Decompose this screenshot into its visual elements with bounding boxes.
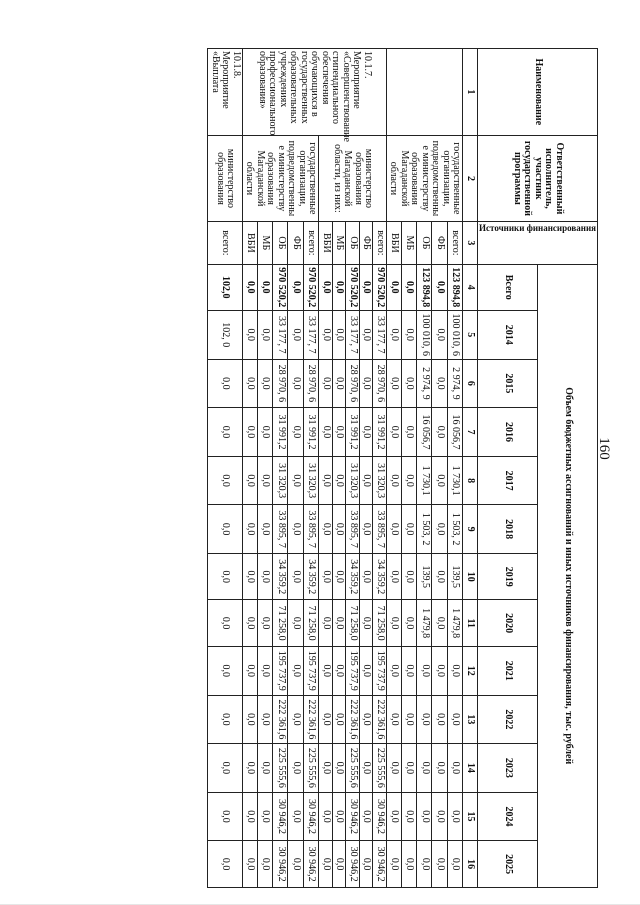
- year-value-cell: 16 056,7: [447, 408, 462, 457]
- year-value-cell: 33 895, 7: [373, 505, 387, 554]
- year-value-cell: 0,0: [257, 792, 272, 841]
- header-year: 2015: [478, 359, 538, 408]
- year-value-cell: 0,0: [432, 359, 447, 408]
- year-value-cell: 0,0: [242, 695, 257, 744]
- year-value-cell: 0,0: [288, 695, 303, 744]
- year-value-cell: 0,0: [288, 359, 303, 408]
- year-value-cell: 0,0: [319, 408, 333, 457]
- year-value-cell: 0,0: [386, 553, 401, 599]
- year-value-cell: 0,0: [242, 744, 257, 793]
- source-cell: МБ: [401, 222, 416, 264]
- year-value-cell: 0,0: [319, 646, 333, 695]
- year-value-cell: 33 177, 7: [303, 310, 318, 359]
- year-value-cell: 0,0: [359, 744, 373, 793]
- year-value-cell: 0,0: [319, 792, 333, 841]
- year-value-cell: 0,0: [401, 646, 416, 695]
- year-value-cell: 0,0: [386, 310, 401, 359]
- year-value-cell: 225 555,6: [303, 744, 318, 793]
- year-value-cell: 0,0: [417, 744, 432, 793]
- total-value-cell: 0,0: [257, 264, 272, 310]
- year-value-cell: 0,0: [332, 646, 346, 695]
- year-value-cell: 0,0: [359, 456, 373, 505]
- year-value-cell: 0,0: [257, 744, 272, 793]
- year-value-cell: 1 479,8: [447, 600, 462, 646]
- year-value-cell: 0,0: [332, 841, 346, 888]
- year-value-cell: 0,0: [288, 310, 303, 359]
- total-value-cell: 0,0: [332, 264, 346, 310]
- total-value-cell: 970 520,2: [273, 264, 288, 310]
- source-cell: МБ: [332, 222, 346, 264]
- year-value-cell: 0,0: [332, 792, 346, 841]
- year-value-cell: 33 895, 7: [346, 505, 360, 554]
- source-cell: ОБ: [273, 222, 288, 264]
- year-value-cell: 0,0: [432, 695, 447, 744]
- year-value-cell: 31 991,2: [273, 408, 288, 457]
- year-value-cell: 0,0: [288, 841, 303, 888]
- year-value-cell: 0,0: [288, 505, 303, 554]
- year-value-cell: 0,0: [319, 505, 333, 554]
- year-value-cell: 0,0: [401, 841, 416, 888]
- header-name: Наименование: [478, 49, 598, 136]
- total-value-cell: 123 894,8: [417, 264, 432, 310]
- year-value-cell: 28 970, 6: [373, 359, 387, 408]
- total-value-cell: 0,0: [386, 264, 401, 310]
- column-number: 12: [463, 646, 478, 695]
- year-value-cell: 0,0: [319, 744, 333, 793]
- year-value-cell: 0,0: [359, 310, 373, 359]
- year-value-cell: 0,0: [401, 744, 416, 793]
- year-value-cell: 0,0: [359, 408, 373, 457]
- year-value-cell: 0,0: [359, 600, 373, 646]
- year-value-cell: 0,0: [359, 695, 373, 744]
- year-value-cell: 0,0: [257, 841, 272, 888]
- year-value-cell: 31 320,3: [373, 456, 387, 505]
- year-value-cell: 0,0: [257, 408, 272, 457]
- year-value-cell: 71 258,0: [303, 600, 318, 646]
- source-cell: ФБ: [359, 222, 373, 264]
- year-value-cell: 0,0: [257, 646, 272, 695]
- year-value-cell: 0,0: [257, 695, 272, 744]
- year-value-cell: 28 970, 6: [346, 359, 360, 408]
- year-value-cell: 0,0: [401, 792, 416, 841]
- column-number: 15: [463, 792, 478, 841]
- year-value-cell: 102, 0: [208, 310, 243, 359]
- name-cell: 10.1.8. Мероприятие «Выплата: [208, 49, 243, 136]
- year-value-cell: 0,0: [332, 600, 346, 646]
- year-value-cell: 0,0: [288, 456, 303, 505]
- year-value-cell: 34 359,2: [273, 553, 288, 599]
- year-value-cell: 0,0: [447, 792, 462, 841]
- page-number: 160: [595, 437, 612, 460]
- year-value-cell: 0,0: [208, 646, 243, 695]
- year-value-cell: 30 946,2: [373, 792, 387, 841]
- year-value-cell: 2 974, 9: [417, 359, 432, 408]
- year-value-cell: 0,0: [257, 310, 272, 359]
- total-value-cell: 0,0: [401, 264, 416, 310]
- year-value-cell: 0,0: [208, 841, 243, 888]
- source-cell: ФБ: [288, 222, 303, 264]
- year-value-cell: 100 010, 6: [447, 310, 462, 359]
- year-value-cell: 31 991,2: [303, 408, 318, 457]
- source-cell: всего:: [447, 222, 462, 264]
- header-year: 2016: [478, 408, 538, 457]
- year-value-cell: 0,0: [242, 359, 257, 408]
- year-value-cell: 0,0: [432, 646, 447, 695]
- year-value-cell: 0,0: [359, 359, 373, 408]
- year-value-cell: 0,0: [447, 695, 462, 744]
- year-value-cell: 1 730,1: [417, 456, 432, 505]
- year-value-cell: 0,0: [319, 841, 333, 888]
- year-value-cell: 0,0: [386, 600, 401, 646]
- year-value-cell: 0,0: [432, 792, 447, 841]
- year-value-cell: 0,0: [401, 600, 416, 646]
- year-value-cell: 30 946,2: [346, 841, 360, 888]
- year-value-cell: 1 503, 2: [417, 505, 432, 554]
- year-value-cell: 0,0: [447, 646, 462, 695]
- year-value-cell: 0,0: [208, 359, 243, 408]
- table-row: [303, 49, 318, 888]
- year-value-cell: 0,0: [332, 695, 346, 744]
- source-cell: ВБИ: [242, 222, 257, 264]
- year-value-cell: 0,0: [401, 456, 416, 505]
- year-value-cell: 0,0: [401, 408, 416, 457]
- year-value-cell: 0,0: [332, 310, 346, 359]
- year-value-cell: 0,0: [257, 359, 272, 408]
- total-value-cell: 102,0: [208, 264, 243, 310]
- year-value-cell: 0,0: [417, 841, 432, 888]
- header-year: 2022: [478, 695, 538, 744]
- year-value-cell: 0,0: [401, 505, 416, 554]
- year-value-cell: 0,0: [242, 505, 257, 554]
- year-value-cell: 0,0: [242, 553, 257, 599]
- header-year: 2019: [478, 553, 538, 599]
- year-value-cell: 0,0: [242, 600, 257, 646]
- column-number: 8: [463, 456, 478, 505]
- year-value-cell: 0,0: [332, 505, 346, 554]
- year-value-cell: 34 359,2: [303, 553, 318, 599]
- year-value-cell: 0,0: [359, 505, 373, 554]
- year-value-cell: 0,0: [242, 310, 257, 359]
- year-value-cell: 0,0: [447, 841, 462, 888]
- year-value-cell: 0,0: [401, 359, 416, 408]
- year-value-cell: 28 970, 6: [303, 359, 318, 408]
- year-value-cell: 34 359,2: [346, 553, 360, 599]
- year-value-cell: 0,0: [208, 505, 243, 554]
- source-cell: всего:: [303, 222, 318, 264]
- column-number: 14: [463, 744, 478, 793]
- year-value-cell: 225 555,6: [373, 744, 387, 793]
- total-value-cell: 0,0: [432, 264, 447, 310]
- year-value-cell: 0,0: [386, 505, 401, 554]
- total-value-cell: 970 520,2: [373, 264, 387, 310]
- year-value-cell: 0,0: [401, 553, 416, 599]
- year-value-cell: 0,0: [242, 408, 257, 457]
- year-value-cell: 0,0: [319, 310, 333, 359]
- year-value-cell: 31 320,3: [273, 456, 288, 505]
- year-value-cell: 30 946,2: [303, 792, 318, 841]
- header-source-text: Источники финансирования: [479, 223, 596, 234]
- column-numbers-row: [463, 49, 478, 888]
- year-value-cell: 0,0: [257, 600, 272, 646]
- year-value-cell: 1 503, 2: [447, 505, 462, 554]
- total-value-cell: 970 520,2: [303, 264, 318, 310]
- year-value-cell: 30 946,2: [373, 841, 387, 888]
- source-cell: ОБ: [417, 222, 432, 264]
- year-value-cell: 31 991,2: [373, 408, 387, 457]
- total-value-cell: 0,0: [288, 264, 303, 310]
- year-value-cell: 33 895, 7: [303, 505, 318, 554]
- column-number: 16: [463, 841, 478, 888]
- year-value-cell: 225 555,6: [273, 744, 288, 793]
- year-value-cell: 0,0: [432, 600, 447, 646]
- year-value-cell: 0,0: [288, 792, 303, 841]
- year-value-cell: 0,0: [257, 553, 272, 599]
- year-value-cell: 0,0: [432, 553, 447, 599]
- year-value-cell: 31 320,3: [346, 456, 360, 505]
- total-value-cell: 970 520,2: [346, 264, 360, 310]
- year-value-cell: 0,0: [242, 792, 257, 841]
- year-value-cell: 195 737,9: [273, 646, 288, 695]
- column-number: 7: [463, 408, 478, 457]
- header-year: 2024: [478, 792, 538, 841]
- year-value-cell: 222 361,6: [346, 695, 360, 744]
- year-value-cell: 0,0: [208, 553, 243, 599]
- year-value-cell: 1 479,8: [417, 600, 432, 646]
- header-year: 2018: [478, 505, 538, 554]
- header-year: 2014: [478, 310, 538, 359]
- year-value-cell: 0,0: [401, 695, 416, 744]
- year-value-cell: 0,0: [432, 841, 447, 888]
- year-value-cell: 0,0: [257, 456, 272, 505]
- year-value-cell: 0,0: [332, 359, 346, 408]
- executor-cell: министерство образования Магаданской области, из них:: [319, 135, 387, 222]
- year-value-cell: 16 056,7: [417, 408, 432, 457]
- column-number: 5: [463, 310, 478, 359]
- year-value-cell: 0,0: [386, 359, 401, 408]
- year-value-cell: 0,0: [319, 600, 333, 646]
- year-value-cell: 0,0: [332, 408, 346, 457]
- header-year: 2025: [478, 841, 538, 888]
- header-year: 2023: [478, 744, 538, 793]
- table-row: [208, 49, 243, 888]
- total-value-cell: 0,0: [242, 264, 257, 310]
- column-number: 3: [463, 222, 478, 264]
- year-value-cell: 31 991,2: [346, 408, 360, 457]
- year-value-cell: 30 946,2: [273, 792, 288, 841]
- year-value-cell: 33 177, 7: [373, 310, 387, 359]
- year-value-cell: 33 177, 7: [346, 310, 360, 359]
- year-value-cell: 0,0: [208, 408, 243, 457]
- year-value-cell: 222 361,6: [273, 695, 288, 744]
- year-value-cell: 71 258,0: [373, 600, 387, 646]
- year-value-cell: 0,0: [447, 744, 462, 793]
- year-value-cell: 0,0: [208, 695, 243, 744]
- year-value-cell: 0,0: [417, 792, 432, 841]
- source-cell: ВБИ: [319, 222, 333, 264]
- year-value-cell: 0,0: [288, 744, 303, 793]
- executor-cell: государственные организации, подведомственны е министерству образования Магаданской области: [242, 135, 319, 222]
- source-cell: ВБИ: [386, 222, 401, 264]
- year-value-cell: 0,0: [319, 553, 333, 599]
- year-value-cell: 0,0: [257, 505, 272, 554]
- source-cell: всего:: [208, 222, 243, 264]
- year-value-cell: 0,0: [432, 456, 447, 505]
- year-value-cell: 195 737,9: [303, 646, 318, 695]
- year-value-cell: 0,0: [332, 744, 346, 793]
- year-value-cell: 2 974, 9: [447, 359, 462, 408]
- year-value-cell: 0,0: [288, 600, 303, 646]
- year-value-cell: 0,0: [288, 646, 303, 695]
- year-value-cell: 100 010, 6: [417, 310, 432, 359]
- year-value-cell: 0,0: [242, 841, 257, 888]
- column-number: 11: [463, 600, 478, 646]
- year-value-cell: 1 730,1: [447, 456, 462, 505]
- year-value-cell: 0,0: [417, 695, 432, 744]
- year-value-cell: 0,0: [432, 310, 447, 359]
- header-source: [478, 222, 598, 264]
- year-value-cell: 0,0: [417, 646, 432, 695]
- column-number: 4: [463, 264, 478, 310]
- year-value-cell: 0,0: [208, 600, 243, 646]
- year-value-cell: 195 737,9: [346, 646, 360, 695]
- year-value-cell: 0,0: [386, 744, 401, 793]
- column-number: 13: [463, 695, 478, 744]
- year-value-cell: 0,0: [208, 792, 243, 841]
- year-value-cell: 222 361,6: [373, 695, 387, 744]
- year-value-cell: 0,0: [319, 359, 333, 408]
- year-value-cell: 0,0: [359, 646, 373, 695]
- year-value-cell: 0,0: [208, 744, 243, 793]
- year-value-cell: 71 258,0: [273, 600, 288, 646]
- year-value-cell: 0,0: [332, 456, 346, 505]
- year-value-cell: 30 946,2: [303, 841, 318, 888]
- year-value-cell: 0,0: [432, 408, 447, 457]
- source-cell: ОБ: [346, 222, 360, 264]
- year-value-cell: 0,0: [288, 408, 303, 457]
- year-value-cell: 0,0: [386, 695, 401, 744]
- rotated-table-wrapper: [207, 48, 598, 888]
- column-number: 2: [463, 135, 478, 222]
- year-value-cell: 139,5: [447, 553, 462, 599]
- year-value-cell: 222 361,6: [303, 695, 318, 744]
- table-body: [208, 49, 463, 888]
- source-cell: МБ: [257, 222, 272, 264]
- executor-cell: государственные организации, подведомственны е министерству образования Магаданской области: [386, 135, 463, 222]
- header-year: 2017: [478, 456, 538, 505]
- year-value-cell: 33 895, 7: [273, 505, 288, 554]
- year-value-cell: 0,0: [359, 841, 373, 888]
- executor-cell: министерство образования: [208, 135, 243, 222]
- table-row: [447, 49, 462, 888]
- year-value-cell: 225 555,6: [346, 744, 360, 793]
- year-value-cell: 0,0: [386, 792, 401, 841]
- header-volume: Объем бюджетных ассигнований и иных источников финансирования, тыс. рублей: [538, 264, 598, 888]
- header-year: 2020: [478, 600, 538, 646]
- year-value-cell: 31 320,3: [303, 456, 318, 505]
- source-cell: всего:: [373, 222, 387, 264]
- year-value-cell: 30 946,2: [346, 792, 360, 841]
- year-value-cell: 195 737,9: [373, 646, 387, 695]
- year-value-cell: 0,0: [386, 646, 401, 695]
- total-value-cell: 123 894,8: [447, 264, 462, 310]
- year-value-cell: 139,5: [417, 553, 432, 599]
- year-value-cell: 0,0: [386, 456, 401, 505]
- year-value-cell: 0,0: [359, 553, 373, 599]
- header-total: Всего: [478, 264, 538, 310]
- year-value-cell: 0,0: [319, 456, 333, 505]
- source-cell: ФБ: [432, 222, 447, 264]
- year-value-cell: 0,0: [432, 744, 447, 793]
- year-value-cell: 0,0: [332, 553, 346, 599]
- header-executor: Ответственный исполнитель, участник государственной программы: [478, 135, 598, 222]
- total-value-cell: 0,0: [359, 264, 373, 310]
- column-number: 10: [463, 553, 478, 599]
- year-value-cell: 0,0: [386, 841, 401, 888]
- year-value-cell: 0,0: [319, 695, 333, 744]
- year-value-cell: 33 177, 7: [273, 310, 288, 359]
- year-value-cell: 30 946,2: [273, 841, 288, 888]
- year-value-cell: 0,0: [386, 408, 401, 457]
- column-number: 1: [463, 49, 478, 136]
- year-value-cell: 0,0: [288, 553, 303, 599]
- year-value-cell: 0,0: [432, 505, 447, 554]
- year-value-cell: 0,0: [359, 792, 373, 841]
- financing-table: [207, 48, 598, 888]
- name-cell: [386, 49, 463, 136]
- year-value-cell: 28 970, 6: [273, 359, 288, 408]
- year-value-cell: 0,0: [242, 646, 257, 695]
- name-cell: 10.1.7. Мероприятие «Совершенствование стипендиального обеспечения обучающихся в государственных образовательных учреждениях профессионального образования»: [242, 49, 386, 136]
- year-value-cell: 0,0: [401, 310, 416, 359]
- column-number: 6: [463, 359, 478, 408]
- year-value-cell: 34 359,2: [373, 553, 387, 599]
- year-value-cell: 71 258,0: [346, 600, 360, 646]
- total-value-cell: 0,0: [319, 264, 333, 310]
- header-year: 2021: [478, 646, 538, 695]
- year-value-cell: 0,0: [242, 456, 257, 505]
- year-value-cell: 0,0: [208, 456, 243, 505]
- column-number: 9: [463, 505, 478, 554]
- table-row: [373, 49, 387, 888]
